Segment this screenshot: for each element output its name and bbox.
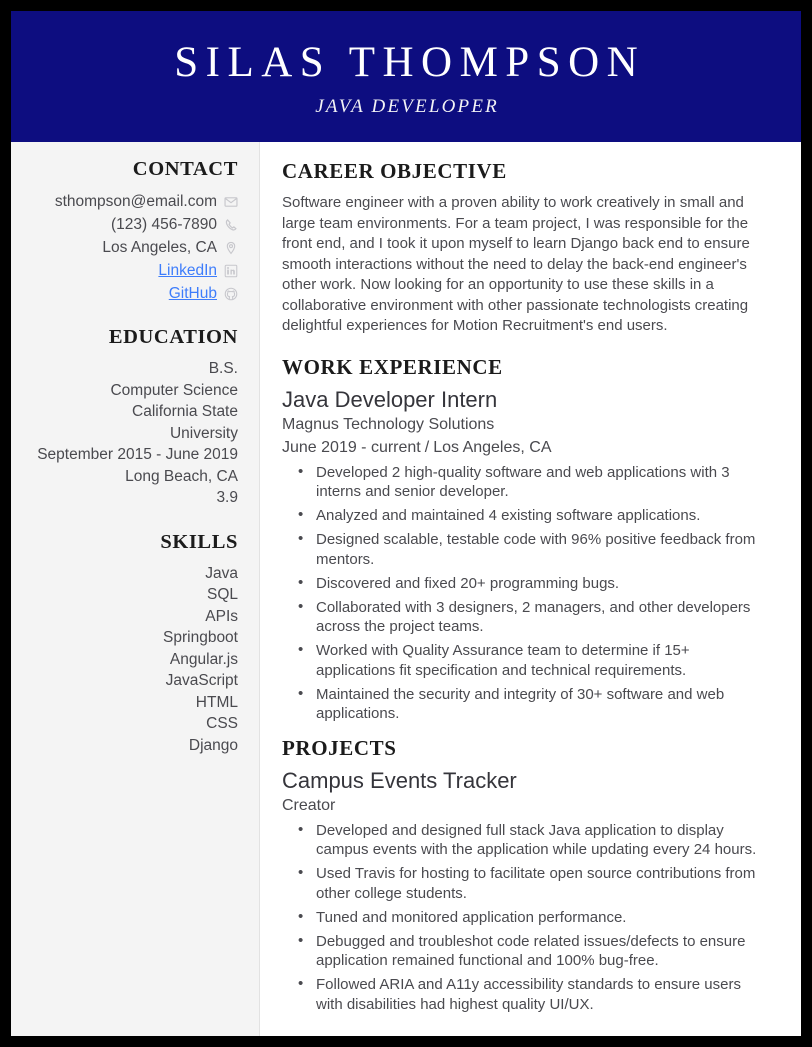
projects-heading: PROJECTS xyxy=(282,735,397,760)
phone-icon xyxy=(224,218,238,232)
contact-heading: CONTACT xyxy=(132,158,238,180)
candidate-name: SILAS THOMPSON xyxy=(174,38,646,86)
education-section xyxy=(25,326,238,509)
job-meta xyxy=(282,436,766,459)
job-bullet: • Collaborated with 3 designers, 2 managers, and other developers across the project teams. xyxy=(314,598,766,637)
skill-item: APIs xyxy=(205,607,238,625)
education-line: California State xyxy=(132,403,238,420)
project-title: Campus Events Tracker xyxy=(282,767,517,793)
job-bullet-list xyxy=(282,463,766,724)
project-bullet: • Developed and designed full stack Java application to display campus events with the application while updating every 24 hours. xyxy=(314,821,766,860)
resume-page xyxy=(11,11,801,1036)
education-line: September 2015 - June 2019 xyxy=(37,446,238,463)
skills-heading: SKILLS xyxy=(160,530,238,553)
resume-body xyxy=(11,142,801,1036)
project-bullet: • Tuned and monitored application performance. xyxy=(314,908,766,928)
skills-list xyxy=(25,563,238,757)
job-bullet: • Developed 2 high-quality software and web applications with 3 interns and senior developer. xyxy=(314,463,766,502)
job-meta-separator: / xyxy=(424,438,430,456)
skill-item: Java xyxy=(205,564,238,582)
job-bullet: • Analyzed and maintained 4 existing software applications. xyxy=(314,506,766,526)
job-location: Los Angeles, CA xyxy=(433,438,552,456)
projects-section xyxy=(282,736,766,1015)
job-bullet: • Discovered and fixed 20+ programming bugs. xyxy=(314,574,766,594)
skill-item: SQL xyxy=(206,586,238,603)
skill-item: JavaScript xyxy=(165,672,238,689)
contact-item-location xyxy=(25,237,238,258)
contact-location-text: Los Angeles, CA xyxy=(102,239,217,256)
skill-item: Django xyxy=(188,736,238,754)
education-line: University xyxy=(169,424,238,442)
github-icon[interactable] xyxy=(224,287,238,301)
contact-linkedin-link[interactable]: LinkedIn xyxy=(158,262,217,279)
contact-item-phone xyxy=(25,214,238,235)
resume-header xyxy=(11,11,801,142)
main-column xyxy=(260,142,801,1036)
job-bullet: • Worked with Quality Assurance team to determine if 15+ applications fit specification and technical requirements. xyxy=(314,641,766,680)
education-heading: EDUCATION xyxy=(108,326,238,348)
contact-section xyxy=(25,158,238,304)
skill-item: Springboot xyxy=(163,629,238,646)
skill-item: CSS xyxy=(206,715,238,732)
work-experience-section xyxy=(282,355,766,724)
linkedin-icon[interactable] xyxy=(224,264,238,278)
education-list xyxy=(25,358,238,509)
skill-item: HTML xyxy=(195,693,238,711)
career-objective-section xyxy=(282,159,766,337)
education-line: B.S. xyxy=(208,360,238,377)
project-bullet: • Followed ARIA and A11y accessibility standards to ensure users with disabilities had highest quality UI/UX. xyxy=(314,975,766,1014)
skills-section xyxy=(25,531,238,757)
career-objective-heading: CAREER OBJECTIVE xyxy=(282,159,507,183)
contact-item-email xyxy=(25,191,238,212)
contact-item-linkedin[interactable] xyxy=(25,260,238,281)
project-entry xyxy=(282,767,766,1015)
job-bullet: • Designed scalable, testable code with 96% positive feedback from mentors. xyxy=(314,530,766,569)
skill-item: Angular.js xyxy=(169,650,238,668)
career-objective-text: Software engineer with a proven ability to work creatively in small and large team environments. For a team project, I was responsible for the front end, and I took it upon myself to learn Django back end to ensure smooth interactions without the need to delay the back-end engineer's other work. Now looking for an opportunity to use these skills in a collaborative environment with other passionate technologists creating delightful experiences for Motion Recruitment's end users. xyxy=(282,194,750,334)
education-line: Long Beach, CA xyxy=(125,467,238,485)
job-title: Java Developer Intern xyxy=(282,386,498,412)
job-organization: Magnus Technology Solutions xyxy=(282,415,495,433)
contact-phone-text: (123) 456-7890 xyxy=(111,216,217,233)
job-bullet: • Maintained the security and integrity of 30+ software and web applications. xyxy=(314,685,766,724)
envelope-icon xyxy=(224,195,238,209)
work-experience-heading: WORK EXPERIENCE xyxy=(282,354,503,379)
work-entry xyxy=(282,386,766,724)
candidate-job-title: JAVA DEVELOPER xyxy=(315,96,499,118)
sidebar xyxy=(11,142,260,1036)
contact-list xyxy=(25,191,238,304)
contact-item-github[interactable] xyxy=(25,283,238,304)
education-line: 3.9 xyxy=(216,489,238,506)
contact-github-link[interactable]: GitHub xyxy=(168,285,217,302)
education-line: Computer Science xyxy=(110,381,238,399)
project-bullet: • Used Travis for hosting to facilitate open source contributions from other college students. xyxy=(314,864,766,903)
project-bullet: • Debugged and troubleshot code related issues/defects to ensure application remained functional and 100% bug-free. xyxy=(314,932,766,971)
job-dates: June 2019 - current xyxy=(282,438,421,456)
location-pin-icon xyxy=(224,241,238,255)
project-bullet-list xyxy=(282,821,766,1015)
contact-email-text: sthompson@email.com xyxy=(54,193,217,210)
project-role: Creator xyxy=(282,796,336,814)
